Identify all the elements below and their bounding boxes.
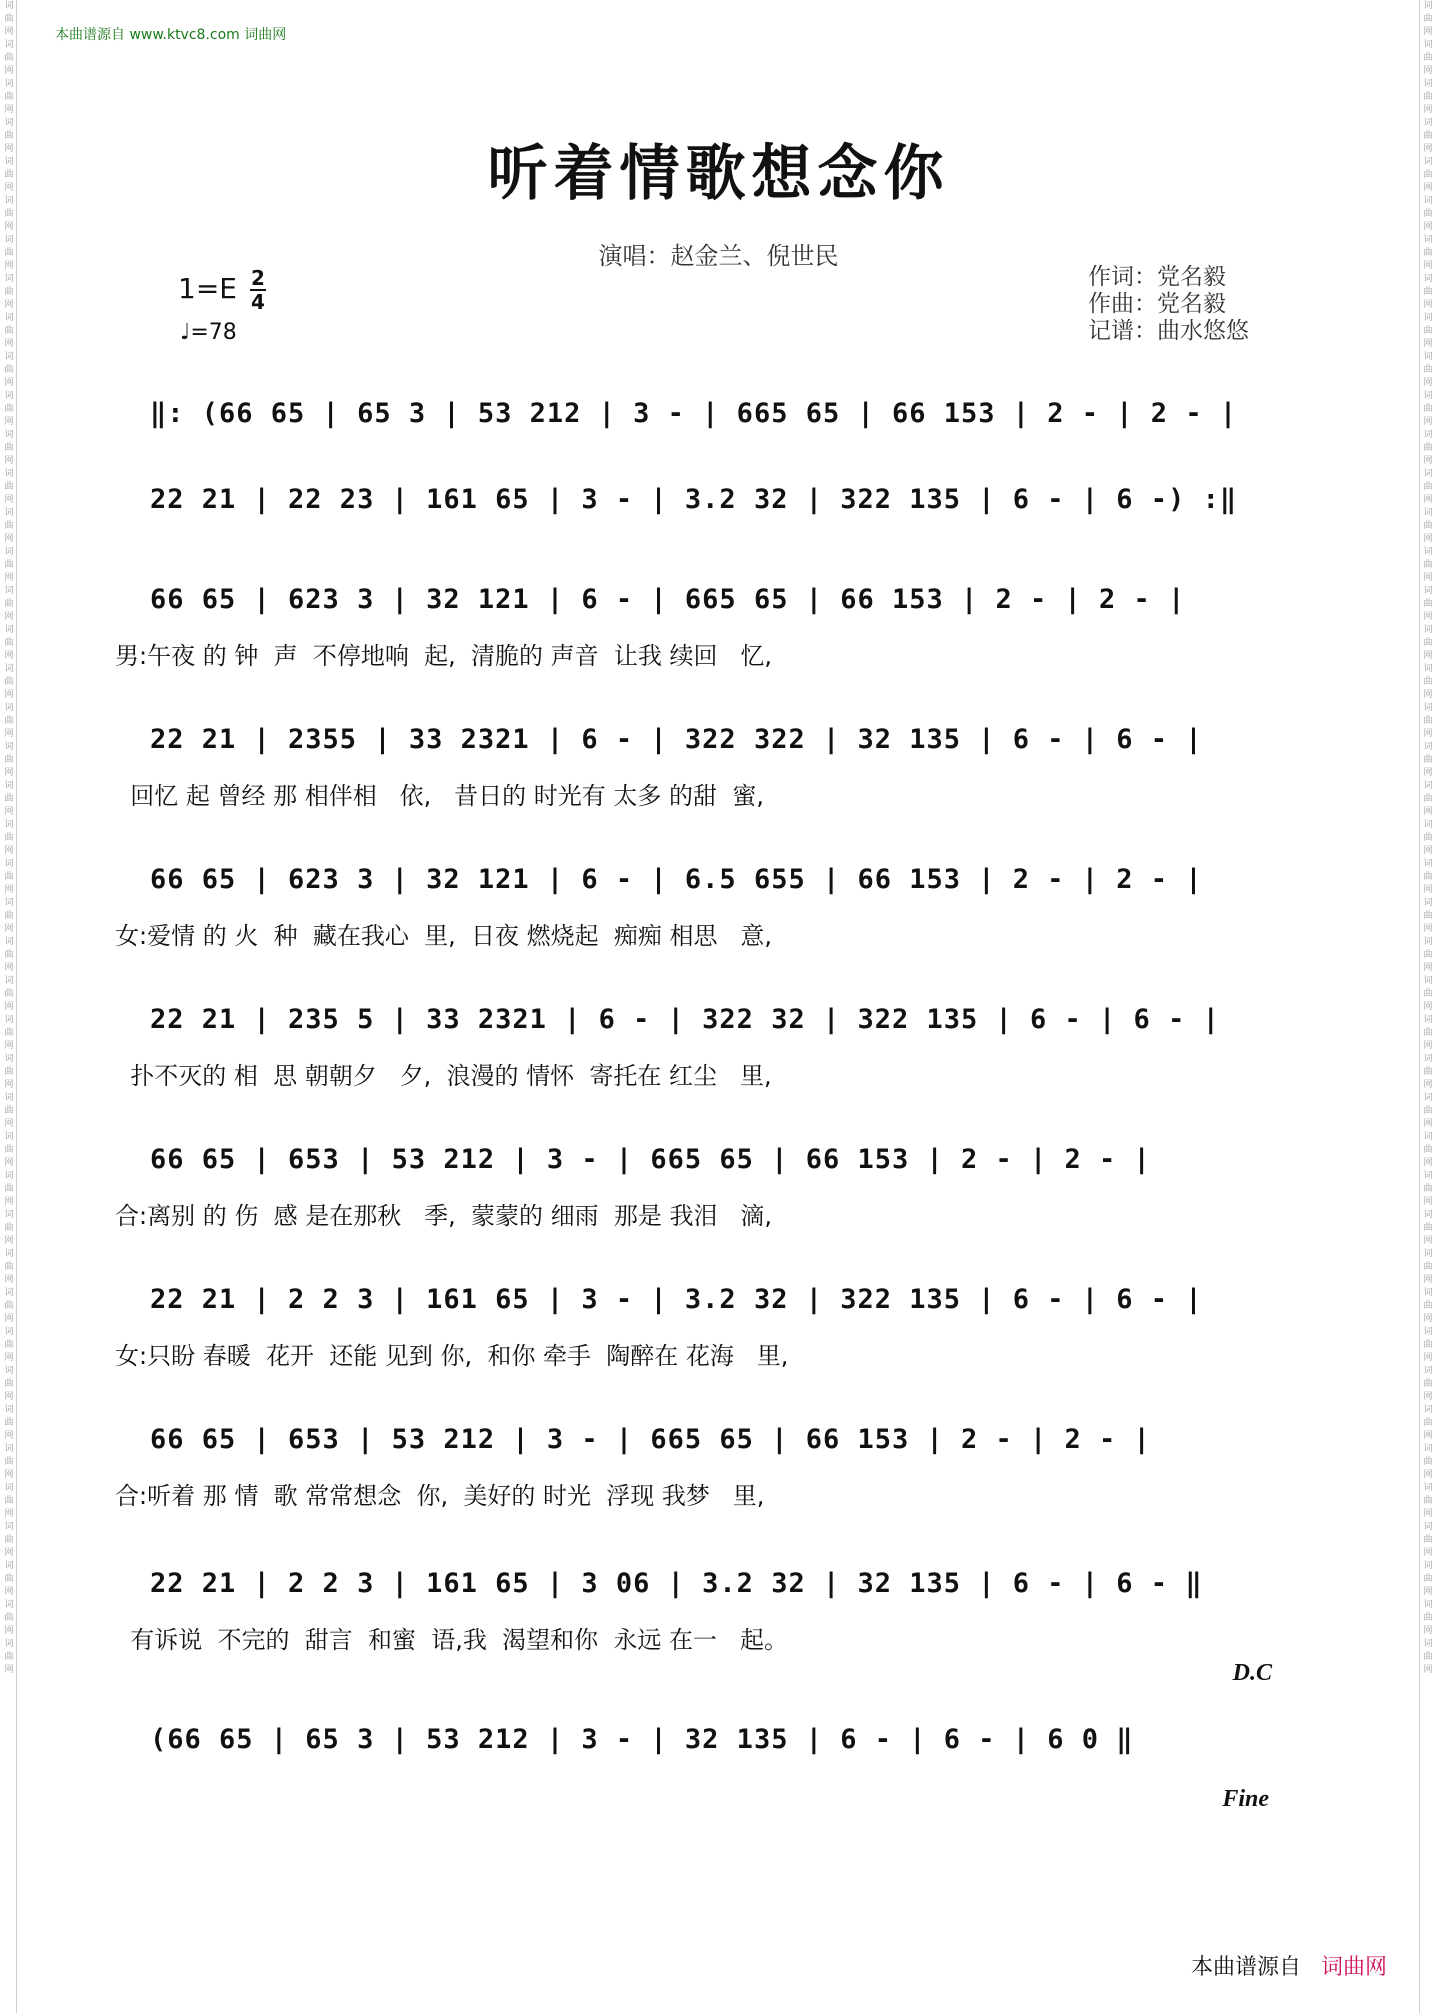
lyrics-line: 扑不灭的 相 思 朝朝夕 夕, 浪漫的 情怀 寄托在 红尘 里,	[115, 1062, 772, 1090]
notes-line: 22 21 | 22 23 | 161 65 | 3 - | 3.2 32 | 322 135 | 6 - | 6 -) :‖	[150, 484, 1238, 515]
staff-row	[150, 1284, 1280, 1324]
source-footer	[1191, 1950, 1387, 1981]
notes-line: 66 65 | 623 3 | 32 121 | 6 - | 665 65 | 66 153 | 2 - | 2 - |	[150, 584, 1186, 615]
notes-line: 22 21 | 2355 | 33 2321 | 6 - | 322 322 | 32 135 | 6 - | 6 - |	[150, 724, 1203, 755]
divider-left	[16, 0, 17, 2013]
staff-row	[150, 1004, 1280, 1044]
staff-row	[150, 1424, 1280, 1464]
staff-row	[150, 484, 1280, 524]
lyrics-line: 女:只盼 春暖 花开 还能 见到 你, 和你 牵手 陶醉在 花海 里,	[115, 1342, 789, 1370]
notes-line: 66 65 | 653 | 53 212 | 3 - | 665 65 | 66 153 | 2 - | 2 - |	[150, 1424, 1151, 1455]
tempo-marking: ♩=78	[180, 320, 237, 345]
time-sig-bottom: 4	[251, 290, 265, 314]
staff-row	[150, 584, 1280, 624]
singer-credit: 演唱：赵金兰、倪世民	[598, 242, 839, 270]
lyrics-line: 女:爱情 的 火 种 藏在我心 里, 日夜 燃烧起 痴痴 相思 意,	[115, 922, 773, 950]
lyrics-line: 男:午夜 的 钟 声 不停地响 起, 清脆的 声音 让我 续回 忆,	[115, 642, 773, 670]
staff-row	[150, 398, 1280, 438]
staff-row	[150, 1144, 1280, 1184]
key-signature: 1=E	[178, 272, 237, 305]
staff-row	[150, 724, 1280, 764]
watermark-left: 词曲网词曲网词曲网词曲网词曲网词曲网词曲网词曲网词曲网词曲网词曲网词曲网词曲网词曲网词曲网词曲网词曲网词曲网词曲网词曲网词曲网词曲网词曲网词曲网词曲网词曲网词曲网词曲网词曲网词曲网词曲网词曲网词曲网词曲网词曲网词曲网词曲网词曲网词曲网词曲网词曲网词曲网词曲网	[4, 1, 14, 1675]
dc-marking: D.C	[1232, 1660, 1272, 1686]
lyrics-line: 合:离别 的 伤 感 是在那秋 季, 蒙蒙的 细雨 那是 我泪 滴,	[115, 1202, 773, 1230]
page-title: 听着情歌想念你	[487, 139, 950, 209]
fine-marking: Fine	[1222, 1786, 1269, 1812]
time-sig-top: 2	[251, 266, 265, 290]
lyrics-line: 回忆 起 曾经 那 相伴相 依, 昔日的 时光有 太多 的甜 蜜,	[115, 782, 764, 810]
notes-line: 66 65 | 623 3 | 32 121 | 6 - | 6.5 655 | 66 153 | 2 - | 2 - |	[150, 864, 1203, 895]
source-footer-site[interactable]: 词曲网	[1320, 1955, 1387, 1980]
time-signature	[250, 268, 266, 312]
staff-row	[150, 1568, 1280, 1608]
lyrics-line: 合:听着 那 情 歌 常常想念 你, 美好的 时光 浮现 我梦 里,	[115, 1482, 765, 1510]
notes-line: 22 21 | 2 2 3 | 161 65 | 3 - | 3.2 32 | 322 135 | 6 - | 6 - |	[150, 1284, 1203, 1315]
notes-line: 22 21 | 2 2 3 | 161 65 | 3 06 | 3.2 32 | 32 135 | 6 - | 6 - ‖	[150, 1568, 1203, 1599]
composer-credit: 作曲：党名毅	[1088, 291, 1226, 317]
credits-block	[1088, 264, 1249, 345]
notes-line: ‖: (66 65 | 65 3 | 53 212 | 3 - | 665 65 | 66 153 | 2 - | 2 - |	[150, 398, 1238, 429]
source-footer-text: 本曲谱源自	[1190, 1955, 1301, 1980]
watermark-right: 词曲网词曲网词曲网词曲网词曲网词曲网词曲网词曲网词曲网词曲网词曲网词曲网词曲网词曲网词曲网词曲网词曲网词曲网词曲网词曲网词曲网词曲网词曲网词曲网词曲网词曲网词曲网词曲网词曲网词曲网词曲网词曲网词曲网词曲网词曲网词曲网词曲网词曲网词曲网词曲网词曲网词曲网词曲网	[1423, 1, 1433, 1675]
staff-row	[150, 864, 1280, 904]
lyricist-credit: 作词：党名毅	[1088, 264, 1226, 290]
notes-line: 66 65 | 653 | 53 212 | 3 - | 665 65 | 66 153 | 2 - | 2 - |	[150, 1144, 1151, 1175]
source-link-top[interactable]: 本曲谱源自 www.ktvc8.com 词曲网	[55, 27, 287, 43]
staff-row	[150, 1724, 1280, 1764]
lyrics-line: 有诉说 不完的 甜言 和蜜 语,我 渴望和你 永远 在一 起。	[115, 1626, 788, 1654]
notes-line: 22 21 | 235 5 | 33 2321 | 6 - | 322 32 | 322 135 | 6 - | 6 - |	[150, 1004, 1220, 1035]
transcriber-credit: 记谱：曲水悠悠	[1088, 318, 1249, 344]
notes-line: (66 65 | 65 3 | 53 212 | 3 - | 32 135 | 6 - | 6 - | 6 0 ‖	[150, 1724, 1134, 1755]
divider-right	[1419, 0, 1420, 2013]
